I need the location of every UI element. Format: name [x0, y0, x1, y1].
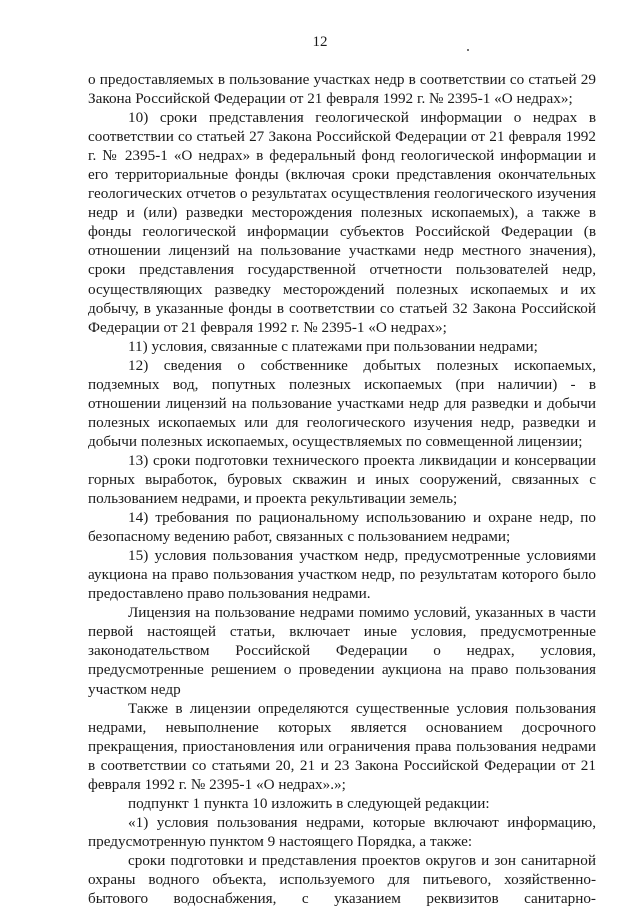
paragraph-sanitary-zones: сроки подготовки и представления проектов округов и зон санитарной охраны водного объекта, используемого для питьевого, хозяйственно-бытового водоснабжения, с указанием реквизитов санитарно- — [88, 851, 596, 908]
paragraph-subclause-10: подпункт 1 пункта 10 изложить в следующей редакции: — [128, 794, 490, 812]
paragraph-item-12: 12) сведения о собственнике добытых полезных ископаемых, подземных вод, попутных полезных ископаемых (при наличии) - в отношении лицензий на пользование участками недр для разведки и добычи полезных ископаемых или для геологического изучения недр, разведки и добычи полезных ископаемых, осуществляемых по совмещенной лицензии; — [88, 356, 596, 450]
paragraph-item-14: 14) требования по рациональному использованию и охране недр, по безопасному ведению работ, связанных с пользованием недрами; — [88, 509, 596, 546]
paragraph-license-conditions: Лицензия на пользование недрами помимо условий, указанных в части первой настоящей статьи, включает иные условия, предусмотренные законодательством Российской Федерации о недрах, условия, предусмотренные решением о проведении аукциона на право пользования участком недр — [88, 604, 596, 698]
document-body — [88, 70, 596, 908]
paragraph-item-13: 13) сроки подготовки технического проекта ликвидации и консервации горных выработок, буровых скважин и иных сооружений, связанных с пользованием недрами, и проекта рекультивации земель; — [88, 451, 596, 508]
scan-dot — [467, 49, 469, 51]
paragraph-item-15: 15) условия пользования участком недр, предусмотренные условиями аукциона на право пользования участком недр, по результатам которого было предоставлено право пользования недрами. — [88, 547, 596, 603]
paragraph-new-item-1: «1) условия пользования недрами, которые включают информацию, предусмотренную пунктом 9 настоящего Порядка, а также: — [88, 813, 596, 850]
page-number: 12 — [312, 34, 328, 50]
paragraph-item-10: 10) сроки представления геологической информации о недрах в соответствии со статьей 27 Закона Российской Федерации от 21 февраля 1992 г. № 2395-1 «О недрах» в федеральный фонд геологической информации и его территориальные фонды (включая сроки представления окончательных геологических отчетов о результатах осуществления геологического изучения недр и (или) разведки месторождения полезных ископаемых), а также в фонды геологической информации субъектов Российской Федерации (в отношении лицензий на пользование участками недр местного значения), сроки представления государственной отчетности пользователей недр, осуществляющих разведку месторождений полезных ископаемых и их добычу, в указанные фонды в соответствии со статьей 32 Закона Российской Федерации от 21 февраля 1992 г. № 2395-1 «О недрах»; — [88, 109, 596, 336]
paragraph-item-11: 11) условия, связанные с платежами при пользовании недрами; — [128, 337, 538, 355]
paragraph-continuation: о предоставляемых в пользование участках недр в соответствии со статьей 29 Закона Российской Федерации от 21 февраля 1992 г. № 2395-1 «О недрах»; — [88, 71, 596, 108]
paragraph-essential-conditions: Также в лицензии определяются существенные условия пользования недрами, невыполнение которых является основанием досрочного прекращения, приостановления или ограничения права пользования недрами в соответствии со статьями 20, 21 и 23 Закона Российской Федерации от 21 февраля 1992 г. № 2395-1 «О недрах».»; — [88, 699, 596, 793]
